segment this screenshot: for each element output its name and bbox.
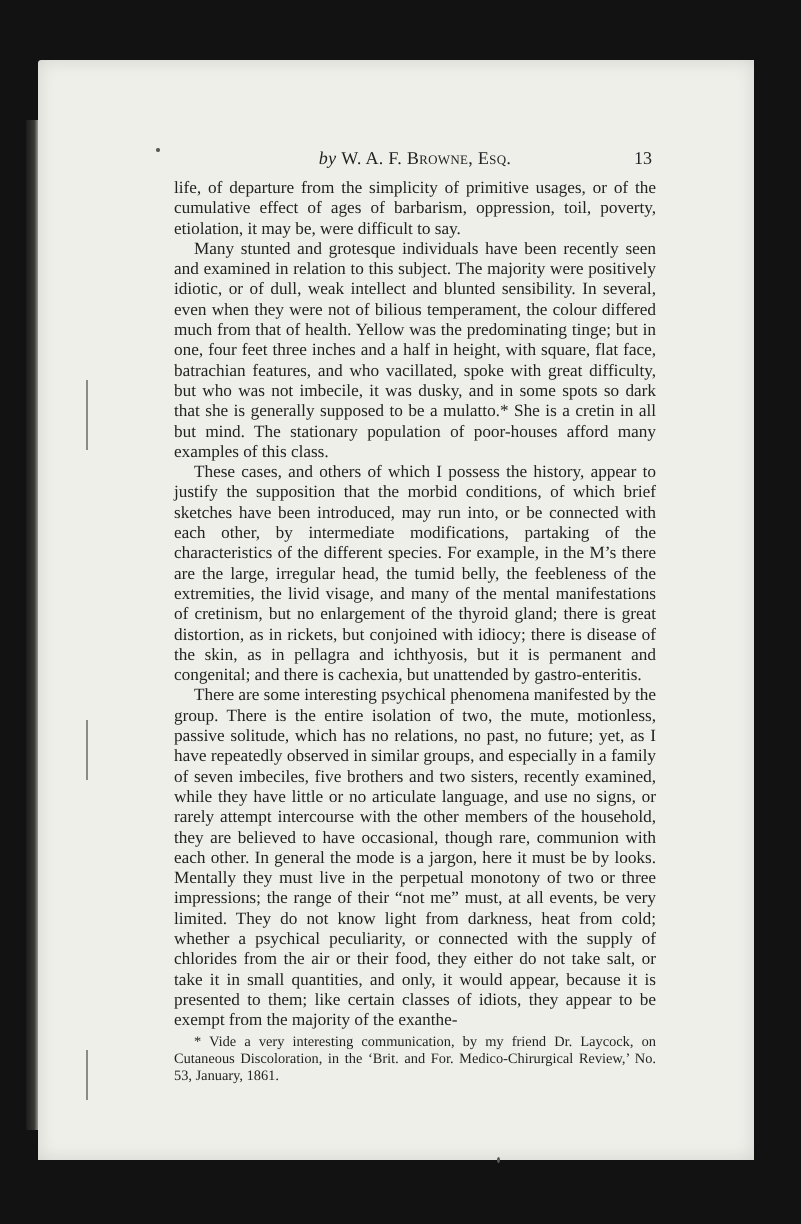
running-head-title — [174, 148, 656, 168]
running-head — [174, 148, 656, 172]
gutter-mark — [86, 720, 88, 780]
paragraph-psychical-phenomena: There are some interesting psychical phenomena manifested by the group. There is the entire isolation of two, the mute, motionless, passive solitude, which has no relations, no past, no future; yet, as I have repeatedly observed in similar groups, and especially in a family of seven imbeciles, five brothers and two sisters, recently examined, while they have little or no articulate language, and use no signs, or rarely attempt intercourse with the other members of the household, they are believed to have occasional, though rare, communion with each other. In general the mode is a jargon, here it must be by looks. Mentally they must live in the perpetual monotony of two or three impressions; the range of their “not me” must, at all events, be very limited. They do not know light from darkness, heat from cold; whether a psychical peculiarity, or connected with the supply of chlorides from the air or their food, they either do not take salt, or take it in small quantities, and only, it would appear, because it is presented to them; like certain classes of idiots, they appear to be exempt from the majority of the exanthe- — [174, 685, 656, 1030]
footnote: * Vide a very interesting communication, by my friend Dr. Laycock, on Cutaneous Discoloration, in the ‘Brit. and For. Medico-Chirurgical Review,’ No. 53, January, 1861. — [174, 1034, 656, 1085]
paragraph-continuation: life, of departure from the simplicity of primitive usages, or of the cumulative effect of ages of barbarism, oppression, toil, poverty, etiolation, it may be, were difficult to say. — [174, 178, 656, 238]
running-head-by: by — [318, 148, 337, 168]
gutter-mark — [86, 380, 88, 450]
page-text-block — [174, 148, 656, 1100]
gutter-mark — [86, 1050, 88, 1100]
paragraph-morbid-conditions: These cases, and others of which I possess the history, appear to justify the supposition that the morbid conditions, of which brief sketches have been introduced, may run into, or be connected with each other, by intermediate modifications, partaking of the characteristics of the different species. For example, in the M’s there are the large, irregular head, the tumid belly, the feebleness of the extremities, the livid visage, and many of the mental manifestations of cretinism, but no enlargement of the thyroid gland; there is great distortion, as in rickets, but conjoined with idiocy; there is disease of the skin, as in pellagra and ichthyosis, but it is permanent and congenital; and there is cachexia, but unattended by gastro-enteritis. — [174, 462, 656, 685]
paragraph-stunted-individuals: Many stunted and grotesque individuals have been recently seen and examined in relation to this subject. The majority were positively idiotic, or of dull, weak intellect and blunted sensibility. In several, even when they were not of bilious temperament, the colour differed much from that of health. Yellow was the predominating tinge; but in one, four feet three inches and a half in height, with square, flat face, batrachian features, and who vacillated, spoke with great difficulty, but who was not imbecile, it was dusky, and in some spots so dark that she is generally supposed to be a mulatto.* She is a cretin in all but mind. The stationary population of poor-houses afford many examples of this class. — [174, 238, 656, 461]
paper-spot — [497, 1157, 500, 1163]
page-number: 13 — [634, 148, 652, 168]
paper-spot — [156, 148, 160, 152]
running-head-author: W. A. F. Browne, Esq. — [341, 148, 512, 168]
